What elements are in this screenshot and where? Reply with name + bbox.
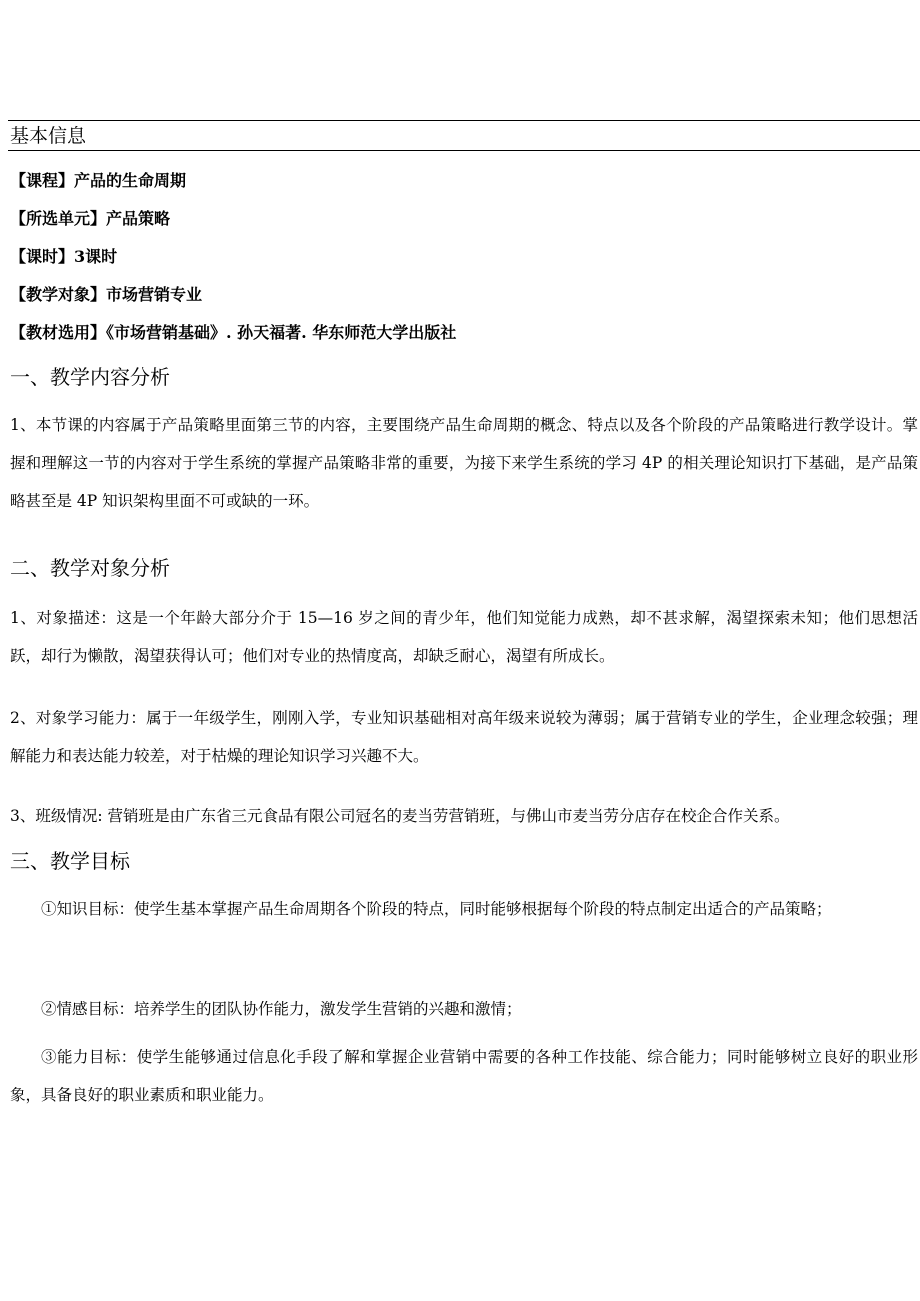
header-rule-top (8, 120, 920, 121)
info-unit-label: 【所选单元】 (10, 209, 107, 228)
info-course (10, 170, 186, 192)
info-unit-value: 产品策略 (106, 209, 171, 228)
info-course-value: 产品的生命周期 (74, 171, 187, 190)
info-course-label: 【课程】 (10, 171, 75, 190)
heading-object-analysis: 二、教学对象分析 (10, 556, 170, 580)
header-rule-bottom (8, 150, 920, 151)
basic-info-header: 基本信息 (10, 125, 87, 147)
info-hours-label: 【课时】 (10, 247, 75, 266)
info-textbook-label: 【教材选用】 (10, 323, 107, 342)
heading-objectives: 三、教学目标 (10, 849, 130, 873)
info-audience (10, 284, 202, 306)
paragraph-content-analysis-1: 1、本节课的内容属于产品策略里面第三节的内容，主要围绕产品生命周期的概念、特点以及各个阶段的产品策略进行教学设计。掌握和理解这一节的内容对于学生系统的掌握产品策略非常的重要，为接下来学生系统的学习 4P 的相关理论知识打下基础，是产品策略甚至是 4P 知识架构里面不可或缺的一环。 (10, 416, 918, 510)
info-audience-label: 【教学对象】 (10, 285, 107, 304)
paragraph-objective-ability: ③能力目标：使学生能够通过信息化手段了解和掌握企业营销中需要的各种工作技能、综合能力；同时能够树立良好的职业形象，具备良好的职业素质和职业能力。 (10, 1048, 918, 1104)
info-unit (10, 208, 170, 230)
info-audience-value: 市场营销专业 (106, 285, 203, 304)
info-hours (10, 246, 117, 268)
paragraph-object-analysis-3: 3、班级情况: 营销班是由广东省三元食品有限公司冠名的麦当劳营销班，与佛山市麦当劳分店存在校企合作关系。 (10, 807, 790, 825)
paragraph-objective-emotion: ②情感目标：培养学生的团队协作能力，激发学生营销的兴趣和激情； (41, 1000, 522, 1018)
heading-content-analysis: 一、教学内容分析 (10, 365, 170, 389)
paragraph-objective-knowledge: ①知识目标：使学生基本掌握产品生命周期各个阶段的特点，同时能够根据每个阶段的特点制定出适合的产品策略； (41, 900, 832, 918)
paragraph-object-analysis-2: 2、对象学习能力：属于一年级学生，刚刚入学，专业知识基础相对高年级来说较为薄弱；属于营销专业的学生，企业理念较强；理解能力和表达能力较差，对于枯燥的理论知识学习兴趣不大。 (10, 709, 918, 765)
info-textbook (10, 322, 456, 344)
info-hours-value: 3课时 (74, 247, 118, 266)
info-textbook-value: 《市场营销基础》. 孙天福著. 华东师范大学出版社 (106, 323, 457, 342)
paragraph-object-analysis-1: 1、对象描述：这是一个年龄大部分介于 15—16 岁之间的青少年，他们知觉能力成熟，却不甚求解，渴望探索未知；他们思想活跃，却行为懒散，渴望获得认可；他们对专业的热情度高，却缺乏耐心，渴望有所成长。 (10, 609, 918, 665)
